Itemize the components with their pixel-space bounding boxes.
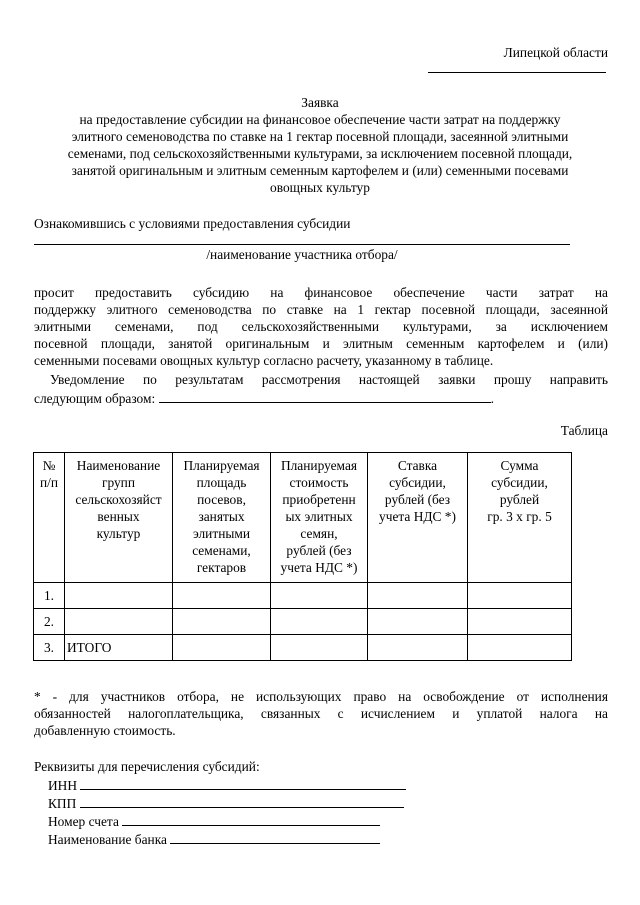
table-cell[interactable] <box>368 609 468 635</box>
title-line: Заявка <box>301 95 339 110</box>
table-cell[interactable] <box>368 635 468 661</box>
header-text-line: элитными <box>192 526 250 541</box>
header-text-line: субсидии, <box>491 475 548 490</box>
row-number-cell: 3. <box>34 635 65 661</box>
header-text-line: посевов, <box>197 492 246 507</box>
table-cell[interactable] <box>173 635 271 661</box>
table-cell[interactable] <box>173 583 271 609</box>
request-paragraph <box>34 284 608 369</box>
bank-field[interactable] <box>170 830 380 844</box>
participant-name-line <box>34 244 570 245</box>
title-line: занятой оригинальным и элитным семенным картофелем и (или) семенными посевами <box>71 163 569 178</box>
account-field[interactable] <box>122 812 380 826</box>
notification-line: Уведомление по результатам рассмотрения настоящей заявки прошу направить <box>50 372 608 387</box>
request-line: семенными посевами овощных культур согласно расчету, указанному в таблице. <box>34 353 494 368</box>
requisites-title: Реквизиты для перечисления субсидий: <box>34 759 260 774</box>
table-cell[interactable] <box>271 609 368 635</box>
notification-suffix: . <box>490 391 494 406</box>
request-line: посевной площади, занятой оригинальным и элитным семенным картофелем и (или) <box>34 336 608 351</box>
footnote-line: обязанностей налогоплательщика, связанных с исчислением и уплатой налога на <box>34 706 608 721</box>
header-text-line: рублей (без <box>384 492 451 507</box>
header-text-line: приобретенн <box>282 492 356 507</box>
kpp-field[interactable] <box>80 794 404 808</box>
signature-line <box>428 72 606 73</box>
inn-field[interactable] <box>80 776 406 790</box>
table-cell[interactable] <box>368 583 468 609</box>
header-text-line: учета НДС *) <box>379 509 456 524</box>
inn-row <box>48 776 406 794</box>
table-header-cell <box>368 453 468 583</box>
subsidy-table <box>33 452 572 661</box>
header-text-line: субсидии, <box>389 475 446 490</box>
notification-method-field[interactable] <box>159 388 491 403</box>
footnote-line: * - для участников отбора, не использующих право на освобождение от исполнения <box>34 689 608 704</box>
table-row <box>34 609 572 635</box>
region-label: Липецкой области <box>503 45 608 60</box>
header-text-line: групп <box>101 475 136 490</box>
header-text-line: рублей (без <box>286 543 352 558</box>
table-row <box>34 583 572 609</box>
intro-text: Ознакомившись с условиями предоставления субсидии <box>34 216 351 231</box>
table-row <box>34 635 572 661</box>
header-text-line: площадь <box>196 475 247 490</box>
header-text-line: № <box>42 458 56 473</box>
table-cell[interactable] <box>271 635 368 661</box>
title-line: овощных культур <box>270 180 370 195</box>
document-title <box>30 94 610 196</box>
table-header-row <box>34 453 572 583</box>
title-line: элитного семеноводства по ставке на 1 гектар посевной площади, засеянной элитными <box>71 129 569 144</box>
row-number-cell: 1. <box>34 583 65 609</box>
header-text-line: Наименование <box>76 458 161 473</box>
header-text-line: Планируемая <box>183 458 260 473</box>
table-header-cell <box>173 453 271 583</box>
request-line: элитными семенами, под сельскохозяйственными культурами, за исключением <box>34 319 608 334</box>
account-row <box>48 812 380 830</box>
table-cell: ИТОГО <box>65 635 173 661</box>
account-label: Номер счета <box>48 814 119 829</box>
kpp-row <box>48 794 404 812</box>
footnote <box>34 688 608 739</box>
table-cell[interactable] <box>468 609 572 635</box>
table-header-cell <box>468 453 572 583</box>
header-text-line: семян, <box>300 526 338 541</box>
header-text-line: семенами, <box>192 543 251 558</box>
notification-prefix: следующим образом: <box>34 391 156 406</box>
header-text-line: ых элитных <box>285 509 353 524</box>
table-cell[interactable] <box>173 609 271 635</box>
header-text-line: учета НДС *) <box>280 560 358 575</box>
table-caption: Таблица <box>560 423 608 438</box>
table-cell[interactable] <box>468 583 572 609</box>
notification-paragraph <box>34 371 608 407</box>
kpp-label: КПП <box>48 796 77 811</box>
table-cell[interactable] <box>468 635 572 661</box>
header-text-line: п/п <box>39 475 59 490</box>
table-cell[interactable] <box>65 583 173 609</box>
footnote-line: добавленную стоимость. <box>34 723 176 738</box>
bank-row <box>48 830 380 848</box>
header-text-line: Сумма <box>500 458 539 473</box>
table-header-cell <box>65 453 173 583</box>
table-header-cell <box>34 453 65 583</box>
title-line: на предоставление субсидии на финансовое обеспечение части затрат на поддержку <box>79 112 561 127</box>
header-text-line: культур <box>96 526 141 541</box>
header-text-line: сельскохозяйст <box>75 492 162 507</box>
header-text-line: Планируемая <box>280 458 358 473</box>
header-text-line: Ставка <box>397 458 438 473</box>
bank-label: Наименование банка <box>48 832 167 847</box>
notification-line-2 <box>34 388 608 407</box>
request-line: поддержку элитного семеноводства по ставке на 1 гектар посевной площади, засеянной <box>34 302 608 317</box>
title-line: семенами, под сельскохозяйственными культурами, за исключением посевной площади, <box>67 146 573 161</box>
request-line: просит предоставить субсидию на финансовое обеспечение части затрат на <box>34 285 608 300</box>
header-text-line: венных <box>97 509 140 524</box>
header-text-line: рублей <box>499 492 540 507</box>
row-number-cell: 2. <box>34 609 65 635</box>
header-text-line: гр. 3 х гр. 5 <box>487 509 552 524</box>
header-text-line: занятых <box>198 509 245 524</box>
inn-label: ИНН <box>48 778 78 793</box>
table-header-cell <box>271 453 368 583</box>
participant-name-caption: /наименование участника отбора/ <box>206 247 398 262</box>
header-text-line: стоимость <box>289 475 349 490</box>
table-cell[interactable] <box>65 609 173 635</box>
header-text-line: гектаров <box>196 560 247 575</box>
table-cell[interactable] <box>271 583 368 609</box>
